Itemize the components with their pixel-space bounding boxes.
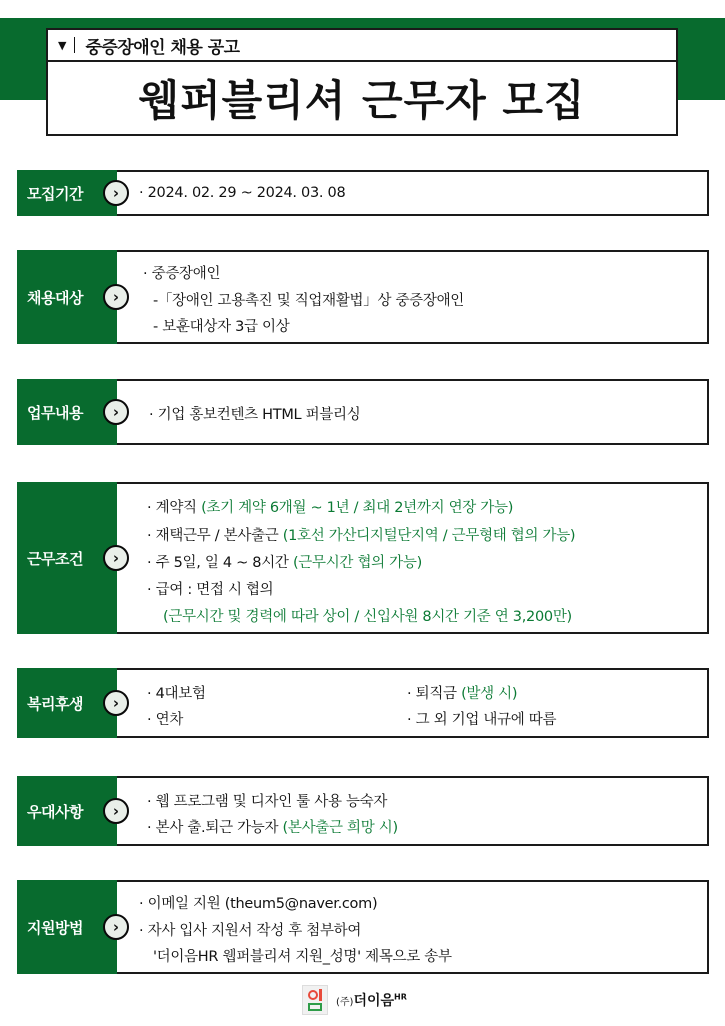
section-duty	[17, 379, 709, 445]
section-benefits	[17, 668, 709, 738]
section-content	[117, 668, 709, 738]
section-label: 근무조건	[17, 482, 117, 634]
chevron-right-icon: ›	[103, 690, 129, 716]
chevron-right-icon: ›	[103, 798, 129, 824]
section-content	[117, 170, 709, 216]
section-content	[117, 250, 709, 344]
preference-line: · 웹 프로그램 및 디자인 툴 사용 능숙자	[147, 794, 388, 810]
section-content	[117, 379, 709, 445]
section-preference	[17, 776, 709, 846]
section-conditions	[17, 482, 709, 634]
page-subtitle: 중증장애인 채용 공고	[85, 37, 240, 58]
target-line: · 중증장애인	[143, 266, 221, 282]
section-content	[117, 880, 709, 974]
section-label: 우대사항	[17, 776, 117, 846]
condition-line: · 재택근무 / 본사출근 (1호선 가산디지털단지역 / 근무형태 협의 가능)	[147, 528, 576, 544]
condition-line: · 주 5일, 일 4 ~ 8시간 (근무시간 협의 가능)	[147, 555, 422, 571]
chevron-right-icon: ›	[103, 284, 129, 310]
section-label: 지원방법	[17, 880, 117, 974]
chevron-right-icon: ›	[103, 914, 129, 940]
section-label: 업무내용	[17, 379, 117, 445]
benefit-item: · 연차	[147, 712, 184, 728]
triangle-down-icon: ▼	[58, 38, 67, 52]
section-target	[17, 250, 709, 344]
benefit-item: · 퇴직금 (발생 시)	[407, 686, 518, 702]
condition-note: (근무시간 및 경력에 따라 상이 / 신입사원 8시간 기준 연 3,200만)	[163, 609, 572, 625]
target-line: -「장애인 고용촉진 및 직업재활법」상 중증장애인	[153, 293, 465, 309]
benefit-item: · 그 외 기업 내규에 따름	[407, 712, 557, 728]
apply-line: '더이음HR 웹퍼블리셔 지원_성명' 제목으로 송부	[153, 949, 452, 965]
chevron-right-icon: ›	[103, 399, 129, 425]
section-apply	[17, 880, 709, 974]
duty-line: · 기업 홍보컨텐츠 HTML 퍼블리싱	[149, 407, 361, 423]
section-label: 복리후생	[17, 668, 117, 738]
title-box	[46, 60, 678, 136]
page-title: 웹퍼블리셔 근무자 모집	[138, 76, 586, 125]
section-label: 채용대상	[17, 250, 117, 344]
footer-logo	[302, 984, 407, 1016]
preference-line: · 본사 출.퇴근 가능자 (본사출근 희망 시)	[147, 820, 398, 836]
condition-line: · 계약직 (초기 계약 6개월 ~ 1년 / 최대 2년까지 연장 가능)	[147, 500, 514, 516]
apply-line: · 이메일 지원 (theum5@naver.com)	[139, 896, 378, 912]
company-name: (주)더이음$^{HR}$	[336, 992, 407, 1009]
section-content	[117, 776, 709, 846]
section-content	[117, 482, 709, 634]
benefit-item: · 4대보험	[147, 686, 206, 702]
target-line: - 보훈대상자 3급 이상	[153, 319, 290, 335]
divider	[74, 37, 75, 53]
apply-line: · 자사 입사 지원서 작성 후 첨부하여	[139, 923, 362, 939]
chevron-right-icon: ›	[103, 545, 129, 571]
chevron-right-icon: ›	[103, 180, 129, 206]
subtitle-box	[46, 28, 678, 60]
section-period	[17, 170, 709, 216]
company-logo-icon	[302, 985, 328, 1015]
period-value: · 2024. 02. 29 ~ 2024. 03. 08	[139, 185, 346, 201]
condition-line: · 급여 : 면접 시 협의	[147, 582, 274, 598]
section-label: 모집기간	[17, 170, 117, 216]
